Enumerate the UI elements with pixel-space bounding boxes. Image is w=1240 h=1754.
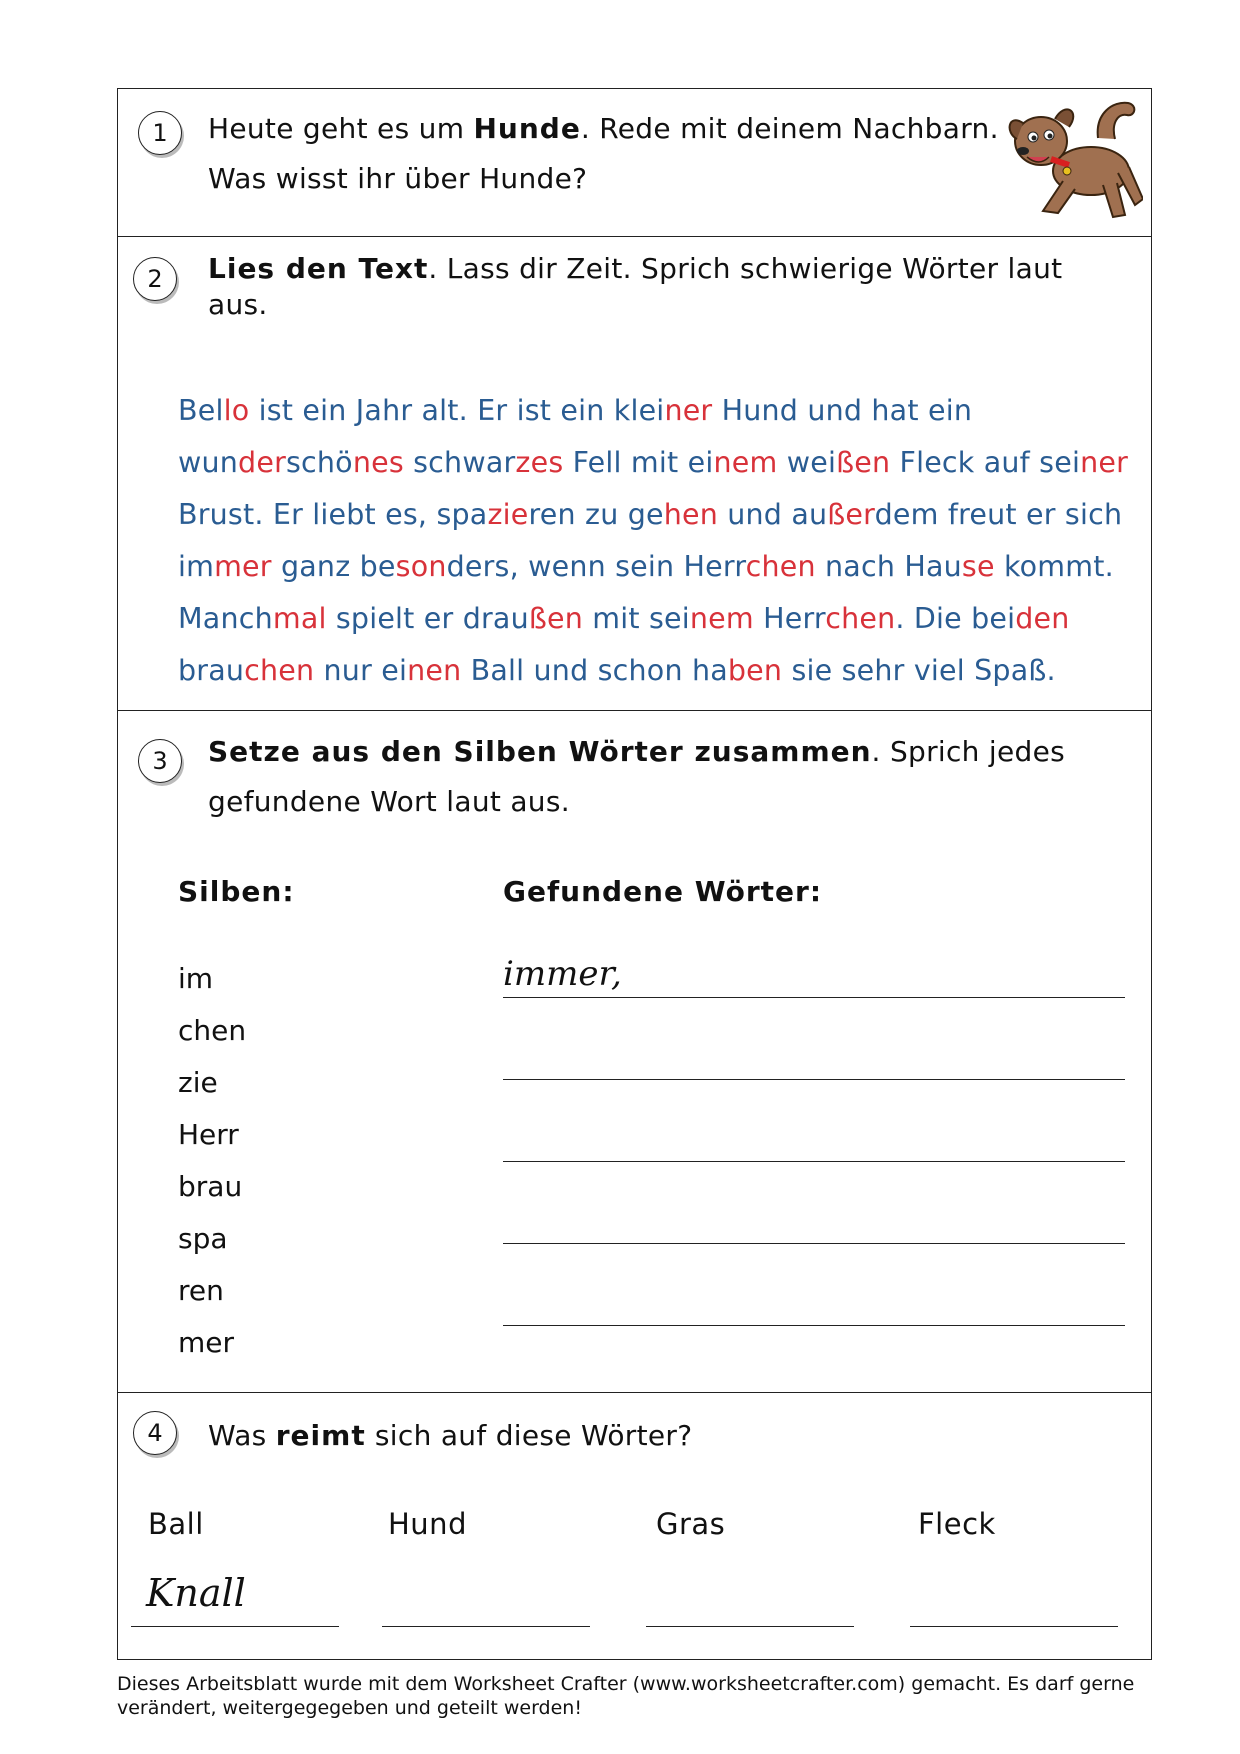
syllable-blue: im: [178, 550, 215, 583]
syllable: zie: [178, 1066, 218, 1099]
task-1-question: Was wisst ihr über Hunde?: [208, 162, 588, 195]
syllable-blue: . Die bei: [895, 602, 1016, 635]
task-number-2: 2: [133, 257, 177, 301]
task-1-text-a: Heute geht es um: [208, 112, 474, 145]
syllable-blue: nach Hau: [815, 550, 962, 583]
task-2-keyword: Lies den Text: [208, 252, 429, 285]
answer-line-5[interactable]: [503, 1325, 1125, 1326]
syllable-blue: Bel: [178, 394, 224, 427]
syllable-blue: Herr: [753, 602, 826, 635]
found-words-heading: Gefundene Wörter:: [503, 875, 823, 908]
syllable-red: nen: [407, 654, 462, 687]
syllable-blue: ganz be: [271, 550, 396, 583]
syllable-red: zes: [515, 446, 564, 479]
syllable-blue: dem freut er sich: [874, 498, 1123, 531]
footer-line-2: verändert, weitergegegeben und geteilt werden!: [117, 1697, 582, 1719]
syllable-red: mal: [272, 602, 327, 635]
syllable-blue: Manch: [178, 602, 273, 635]
syllable-red: hen: [663, 498, 719, 531]
footer-note: [117, 1672, 1152, 1720]
syllable-blue: wun: [178, 446, 239, 479]
syllable-blue: wei: [777, 446, 837, 479]
task-4-keyword: reimt: [275, 1419, 366, 1452]
rhyme-word: Fleck: [918, 1507, 996, 1541]
rhyme-word: Hund: [388, 1507, 467, 1541]
syllable-blue: kommt.: [994, 550, 1114, 583]
syllables-heading: Silben:: [178, 875, 295, 908]
syllable-blue: ders, wenn sein Herr: [446, 550, 746, 583]
task-1-section: [118, 89, 1151, 237]
syllable-list: [178, 953, 246, 1369]
worksheet: [117, 88, 1152, 1660]
rhyme-line-1[interactable]: [131, 1626, 339, 1627]
syllable-blue: ren zu ge: [528, 498, 664, 531]
dog-icon: [1003, 93, 1143, 231]
syllable-red: lo: [223, 394, 250, 427]
rhyme-line-3[interactable]: [646, 1626, 854, 1627]
syllable-blue: schö: [286, 446, 353, 479]
syllable-red: der: [238, 446, 286, 479]
task-4-section: [118, 1393, 1151, 1659]
rhyme-line-2[interactable]: [382, 1626, 590, 1627]
syllable-red: nes: [352, 446, 404, 479]
syllable-red: son: [395, 550, 447, 583]
task-number-3: 3: [138, 739, 182, 783]
syllable-blue: nur ei: [314, 654, 408, 687]
syllable-blue: schwar: [403, 446, 516, 479]
task-2-section: [118, 237, 1151, 711]
handwritten-answer: immer,: [503, 954, 622, 994]
footer-line-1: Dieses Arbeitsblatt wurde mit dem Worksheet Crafter (www.worksheetcrafter.com) gemacht. Es darf gerne: [117, 1673, 1135, 1695]
syllable: ren: [178, 1274, 224, 1307]
task-1-text-c: . Rede mit deinem Nachbarn.: [580, 112, 999, 145]
task-3-text: . Sprich jedes: [871, 735, 1066, 768]
task-number-1: 1: [138, 111, 182, 155]
syllable-blue: Ball und schon ha: [461, 654, 728, 687]
task-2-text-2: aus.: [208, 288, 268, 321]
answer-line-1[interactable]: [503, 997, 1125, 998]
syllable: brau: [178, 1170, 243, 1203]
syllable: chen: [178, 1014, 247, 1047]
syllable-red: ben: [727, 654, 783, 687]
syllable-red: ner: [1080, 446, 1128, 479]
syllable-red: nem: [713, 446, 778, 479]
task-2-instruction: [208, 251, 1068, 323]
answer-line-2[interactable]: [503, 1079, 1125, 1080]
syllable-blue: mit sei: [583, 602, 690, 635]
syllable-blue: und au: [718, 498, 828, 531]
syllable-red: chen: [745, 550, 816, 583]
syllable: Herr: [178, 1118, 239, 1151]
syllable-red: chen: [244, 654, 315, 687]
task-4-text-a: Was: [208, 1419, 276, 1452]
syllable-blue: Fell mit ei: [563, 446, 714, 479]
syllable: mer: [178, 1326, 235, 1359]
syllable-red: ßen: [528, 602, 584, 635]
task-4-instruction: [208, 1411, 692, 1461]
rhyme-word: Ball: [148, 1507, 204, 1541]
syllable-red: zie: [487, 498, 529, 531]
task-3-keyword: Setze aus den Silben Wörter zusammen: [208, 735, 872, 768]
syllable-red: nem: [689, 602, 754, 635]
syllable-red: mer: [214, 550, 272, 583]
syllable-blue: brau: [178, 654, 245, 687]
answer-line-4[interactable]: [503, 1243, 1125, 1244]
rhyme-line-4[interactable]: [910, 1626, 1118, 1627]
reading-text: [178, 385, 1138, 697]
syllable-red: ßen: [836, 446, 891, 479]
task-1-text: [208, 104, 999, 204]
syllable-red: den: [1015, 602, 1070, 635]
task-3-text-2: gefundene Wort laut aus.: [208, 785, 570, 818]
syllable-red: chen: [825, 602, 896, 635]
syllable-red: se: [961, 550, 995, 583]
task-number-4: 4: [133, 1411, 177, 1455]
syllable: im: [178, 962, 214, 995]
syllable-blue: spielt er drau: [326, 602, 529, 635]
syllable-blue: sie sehr viel Spaß.: [782, 654, 1056, 687]
syllable-red: ßer: [827, 498, 875, 531]
syllable-red: ner: [664, 394, 713, 427]
task-3-section: [118, 711, 1151, 1393]
task-1-keyword: Hunde: [473, 112, 581, 145]
task-3-instruction: [208, 727, 1065, 827]
syllable-blue: Hund und hat ein: [712, 394, 973, 427]
handwritten-rhyme: Knall: [146, 1571, 246, 1615]
syllable-blue: Brust. Er liebt es, spa: [178, 498, 488, 531]
syllable-blue: Fleck auf sei: [890, 446, 1081, 479]
syllable: spa: [178, 1222, 228, 1255]
task-4-text-c: sich auf diese Wörter?: [365, 1419, 693, 1452]
rhyme-word: Gras: [656, 1507, 726, 1541]
answer-line-3[interactable]: [503, 1161, 1125, 1162]
syllable-blue: ist ein Jahr alt. Er ist ein klei: [249, 394, 665, 427]
task-2-text: . Lass dir Zeit. Sprich schwierige Wörter laut: [428, 252, 1063, 285]
